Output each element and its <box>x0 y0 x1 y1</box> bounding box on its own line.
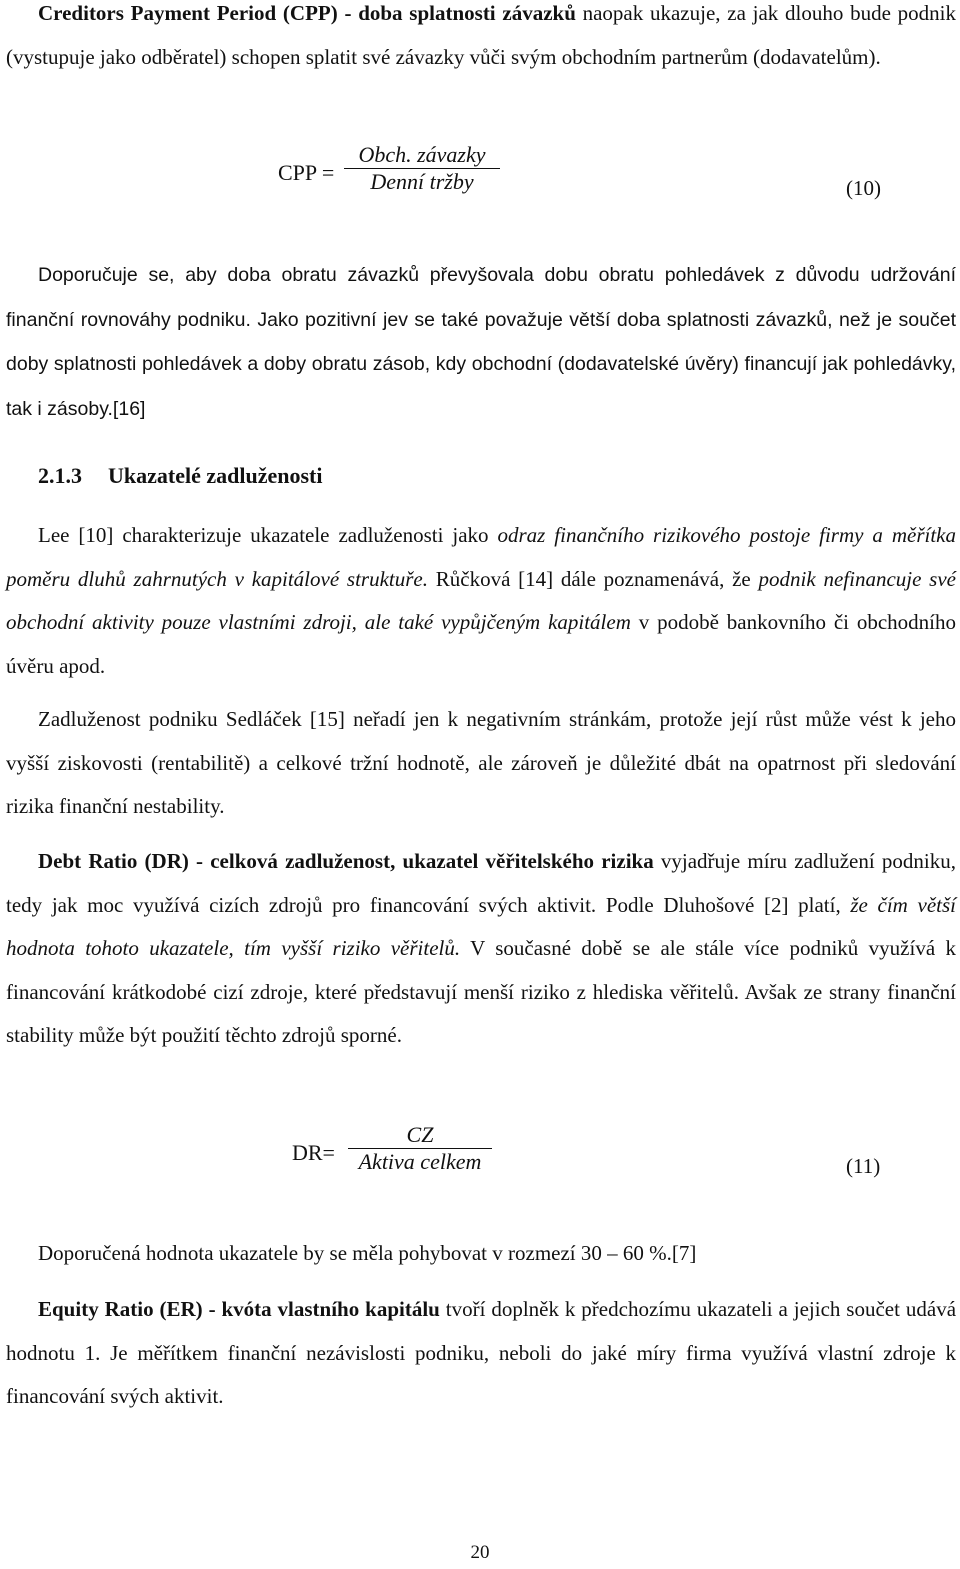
debt-ratio-quote: že čím větší hodnota tohoto ukazatele, tím vyšší riziko věřitelů. <box>6 892 956 960</box>
section-title: Ukazatelé zadluženosti <box>108 463 323 488</box>
paragraph-equity-ratio <box>6 1288 956 1419</box>
equation-10-fraction <box>344 142 500 195</box>
equation-10-numerator: Obch. závazky <box>358 142 486 167</box>
equity-ratio-term: Equity Ratio (ER) - kvóta vlastního kapitálu <box>38 1297 440 1321</box>
recommended-value-text: Doporučená hodnota ukazatele by se měla pohybovat v rozmezí 30 – 60 %.[7] <box>38 1241 697 1265</box>
section-number: 2.1.3 <box>38 463 82 488</box>
equity-ratio-text: tvoří doplněk k předchozímu ukazateli a jejich součet udává hodnotu 1. Je měřítkem finanční nezávislosti podniku, neboli do jaké míry firma využívá vlastní zdroje k financování svých aktivit. <box>6 1297 957 1408</box>
equation-10-number: (10) <box>846 176 881 200</box>
debt-ratio-text-1: vyjadřuje míru zadlužení podniku, tedy jak moc využívá cizích zdrojů pro financování svých aktivit. Podle Dluhošové [2] platí, <box>6 849 956 917</box>
paragraph-cpp <box>6 0 956 79</box>
equation-11-denominator: Aktiva celkem <box>358 1149 482 1174</box>
sedlacek-text: Zadluženost podniku Sedláček [15] neřadí jen k negativním stránkám, protože její růst může vést k jeho vyšší ziskovosti (rentabilitě) a celkové tržní hodnotě, ale zároveň je důležité dbát na opatrnost při sledování rizika finanční nestability. <box>6 707 956 818</box>
equation-11-number: (11) <box>846 1154 881 1178</box>
equation-10-lhs: CPP = <box>278 160 335 185</box>
paragraph-lee <box>6 514 956 688</box>
paragraph-debt-ratio <box>6 840 956 1058</box>
paragraph-sedlacek <box>6 698 956 829</box>
lee-quote-1: odraz finančního rizikového postoje firmy a měřítka poměru dluhů zahrnutých v kapitálové struktuře. <box>6 523 956 591</box>
section-heading <box>38 456 322 496</box>
equation-11-lhs: DR= <box>292 1140 335 1165</box>
page-number: 20 <box>470 1542 490 1563</box>
equation-11-numerator: CZ <box>406 1122 434 1147</box>
equation-11-fraction <box>348 1122 492 1175</box>
lee-quote-2: podnik nefinancuje své obchodní aktivity pouze vlastními zdroji, ale také vypůjčeným kapitálem <box>6 566 956 634</box>
lee-text-1: Lee [10] charakterizuje ukazatele zadluženosti jako <box>38 523 498 547</box>
cpp-description: naopak ukazuje, za jak dlouho bude podnik (vystupuje jako odběratel) schopen splatit své závazky vůči svým obchodním partnerům (dodavatelům). <box>6 1 956 69</box>
recommendation-text-a: Doporučuje se, aby doba obratu závazků převyšovala dobu obratu pohledávek z důvodu udržování finanční rovnováhy podniku. <box>6 264 956 331</box>
equation-11 <box>0 1120 960 1190</box>
recommendation-text-b: Jako pozitivní jev se také považuje větší doba splatnosti závazků, než je součet doby splatnosti pohledávek a doby obratu zásob, kdy obchodní (dodavatelské úvěry) financují jak pohledávky, tak i zásoby.[16] <box>6 308 957 420</box>
debt-ratio-text-2: V současné době se ale stále více podniků využívá k financování krátkodobé cizí zdroje, které představují menší riziko z hlediska věřitelů. Avšak ze strany finanční stability může být použití těchto zdrojů sporné. <box>6 936 956 1047</box>
paragraph-recommended-value <box>6 1232 956 1276</box>
equation-10 <box>0 140 960 210</box>
equation-10-denominator: Denní tržby <box>370 169 474 194</box>
debt-ratio-term: Debt Ratio (DR) - celková zadluženost, ukazatel věřitelského rizika <box>38 849 654 873</box>
lee-text-2: Růčková [14] dále poznamenává, že <box>428 566 759 591</box>
paragraph-recommendation <box>6 253 956 431</box>
lee-text-3: v podobě bankovního či obchodního úvěru apod. <box>6 610 956 678</box>
cpp-term: Creditors Payment Period (CPP) - doba splatnosti závazků <box>38 1 576 25</box>
